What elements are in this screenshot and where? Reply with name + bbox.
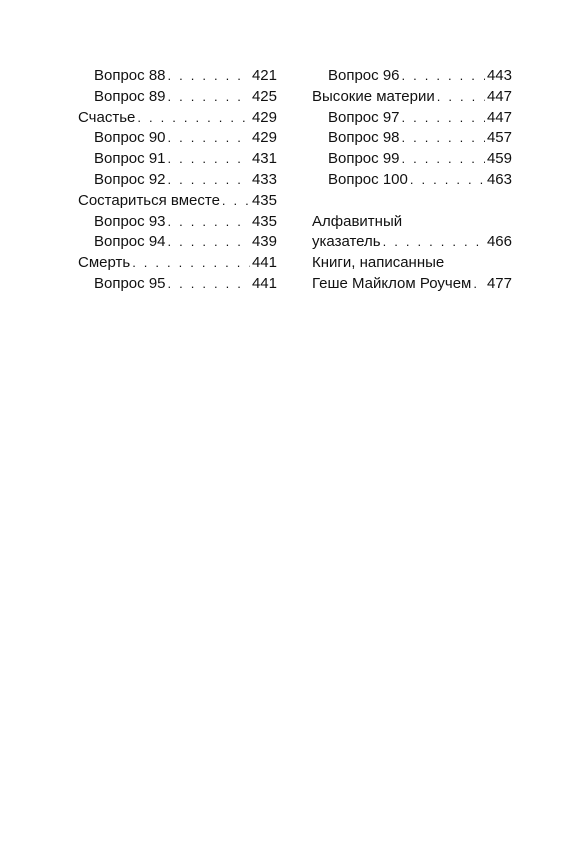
toc-section-label: Смерть xyxy=(78,254,131,272)
toc-entry xyxy=(78,66,277,87)
toc-entry xyxy=(78,149,277,170)
toc-section xyxy=(78,108,277,129)
toc-section xyxy=(78,253,277,274)
dot-leader xyxy=(168,87,250,108)
toc-entry-page: 431 xyxy=(251,150,277,168)
toc-entry xyxy=(78,232,277,253)
dot-leader xyxy=(132,253,250,274)
toc-entry xyxy=(312,66,512,87)
dot-leader xyxy=(222,191,250,212)
dot-leader xyxy=(168,66,250,87)
toc-section-page: 429 xyxy=(251,108,277,126)
dot-leader xyxy=(402,149,485,170)
dot-leader xyxy=(137,108,250,129)
toc-entry-page: 443 xyxy=(486,67,512,84)
toc-entry xyxy=(312,149,512,170)
toc-entry xyxy=(78,274,277,295)
dot-leader xyxy=(168,212,250,233)
toc-entry-label: Вопрос 91 xyxy=(94,150,166,168)
dot-leader xyxy=(437,87,485,108)
toc-entry xyxy=(312,170,512,191)
dot-leader xyxy=(402,66,485,87)
toc-section-page: 435 xyxy=(251,191,277,209)
toc-section xyxy=(312,87,512,108)
toc-entry-page: 463 xyxy=(486,170,512,188)
toc-entry-label: Вопрос 98 xyxy=(328,129,400,147)
toc-index-page: 466 xyxy=(486,233,512,251)
toc-right-column xyxy=(312,66,512,295)
dot-leader xyxy=(168,128,250,149)
toc-entry-label: Вопрос 92 xyxy=(94,170,166,188)
toc-books-page: 477 xyxy=(486,274,512,292)
toc-entry-label: Вопрос 93 xyxy=(94,212,166,230)
dot-leader xyxy=(168,149,250,170)
toc-entry xyxy=(78,170,277,191)
dot-leader xyxy=(410,170,485,191)
toc-books-title-line1: Книги, написанные xyxy=(312,254,445,272)
dot-leader xyxy=(383,232,485,253)
toc-section-label: Высокие материи xyxy=(312,87,435,105)
dot-leader xyxy=(473,274,485,295)
toc-entry-label: Вопрос 95 xyxy=(94,274,166,292)
toc-section-label: Счастье xyxy=(78,108,136,126)
toc-entry-page: 439 xyxy=(251,233,277,251)
toc-section xyxy=(78,191,277,212)
toc-entry-label: Вопрос 94 xyxy=(94,233,166,251)
toc-entry xyxy=(312,108,512,129)
toc-books-title-line2: Геше Майклом Роучем xyxy=(312,274,472,292)
toc-entry-page: 447 xyxy=(486,108,512,126)
toc-entry-label: Вопрос 100 xyxy=(328,170,408,188)
toc-left-column xyxy=(78,66,277,295)
dot-leader xyxy=(402,128,485,149)
toc-entry-page: 425 xyxy=(251,87,277,105)
toc-entry xyxy=(312,128,512,149)
toc-section-page: 441 xyxy=(251,254,277,272)
dot-leader xyxy=(168,232,250,253)
toc-entry xyxy=(78,212,277,233)
toc-entry-label: Вопрос 97 xyxy=(328,108,400,126)
toc-entry-page: 441 xyxy=(251,274,277,292)
toc-index-title-line1: Алфавитный xyxy=(312,212,403,230)
toc-entry-page: 457 xyxy=(486,129,512,147)
toc-entry-label: Вопрос 89 xyxy=(94,87,166,105)
toc-entry-page: 429 xyxy=(251,129,277,147)
dot-leader xyxy=(168,274,250,295)
toc-index-entry xyxy=(312,232,512,253)
toc-section-label: Состариться вместе xyxy=(78,191,220,209)
toc-entry-label: Вопрос 96 xyxy=(328,67,400,84)
toc-entry-label: Вопрос 99 xyxy=(328,150,400,168)
toc-index-title-line2: указатель xyxy=(312,233,381,251)
toc-entry-label: Вопрос 90 xyxy=(94,129,166,147)
toc-entry-page: 435 xyxy=(251,212,277,230)
toc-spacer xyxy=(312,191,512,212)
toc-entry xyxy=(78,87,277,108)
toc-entry xyxy=(78,128,277,149)
toc-books-entry xyxy=(312,274,512,295)
toc-section-page: 447 xyxy=(486,87,512,105)
dot-leader xyxy=(402,108,485,129)
toc-entry-page: 433 xyxy=(251,170,277,188)
toc-entry-page: 459 xyxy=(486,150,512,168)
dot-leader xyxy=(168,170,250,191)
toc-entry-page: 421 xyxy=(251,67,277,84)
toc-entry-label: Вопрос 88 xyxy=(94,67,166,84)
